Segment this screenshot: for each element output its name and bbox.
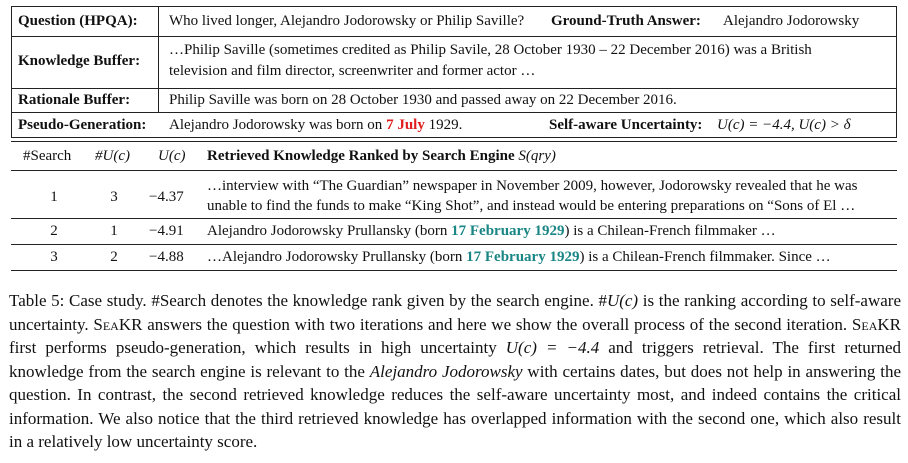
row1-u: −4.37 xyxy=(149,189,184,205)
caption-part: first performs pseudo-generation, which results in high uncertainty xyxy=(9,338,506,357)
column-separator xyxy=(158,6,159,112)
row3-date-highlight: 17 February 1929 xyxy=(466,249,580,265)
caption-emphasis: Alejandro Jodorowsky xyxy=(369,361,523,381)
caption-part: and triggers retrieval. The first returned knowledge from the search engine is relevant to the xyxy=(9,338,901,381)
row2-search: 2 xyxy=(50,223,58,239)
header-rank-u: #U(c) xyxy=(95,148,130,164)
row1-rank: 3 xyxy=(110,189,118,205)
pseudo-generation-label: Pseudo-Generation: xyxy=(18,117,147,133)
knowledge-buffer-label: Knowledge Buffer: xyxy=(18,53,141,69)
header-search: #Search xyxy=(23,148,72,164)
knowledge-buffer-line1: …Philip Saville (sometimes credited as Philip Savile, 28 October 1930 – 22 December 2016) was a British xyxy=(169,42,812,58)
self-aware-uncertainty-value: U(c) = −4.4, U(c) > δ xyxy=(717,117,851,133)
caption-part: is the ranking according to self-aware uncertainty. xyxy=(9,291,901,334)
rationale-buffer-label: Rationale Buffer: xyxy=(18,92,131,108)
row-divider xyxy=(11,137,897,138)
row-divider xyxy=(11,112,897,113)
caption-part: answers the question with two iterations and here we show the overall process of the second iteration. xyxy=(142,314,852,334)
ground-truth-label: Ground-Truth Answer: xyxy=(551,13,701,29)
row2-pre: Alejandro Jodorowsky Prullansky (born xyxy=(207,223,452,239)
question-text: Who lived longer, Alejandro Jodorowsky or Philip Saville? xyxy=(169,13,525,29)
double-divider xyxy=(11,141,897,142)
header-u: U(c) xyxy=(158,148,186,164)
row1-search: 1 xyxy=(50,189,58,205)
row-divider xyxy=(11,218,897,219)
caption-part: Table 5: Case study. #Search denotes the knowledge rank given by the search engine. # xyxy=(9,291,607,310)
rationale-buffer-text: Philip Saville was born on 28 October 1930 and passed away on 22 December 2016. xyxy=(169,92,677,108)
table-caption xyxy=(9,289,901,454)
header-retrieved-label: Retrieved Knowledge Ranked by Search Engine xyxy=(207,148,519,164)
row3-post: ) is a Chilean-French filmmaker. Since … xyxy=(579,249,831,265)
wrong-date-highlight: 7 July xyxy=(386,117,425,133)
ground-truth-answer: Alejandro Jodorowsky xyxy=(723,13,860,29)
caption-part: with certains dates, but does not help in answering the question. In contrast, the second retrieved knowledge reduces the self-aware uncertainty most, and indeed contains the critical information. We also notice that the third retrieved knowledge has overlapped information with the second one, which also result in a relatively low uncertainty score. xyxy=(9,361,901,451)
caption-method-name: SeaKR xyxy=(93,314,143,334)
row2-date-highlight: 17 February 1929 xyxy=(451,223,565,239)
caption-math: U(c) xyxy=(606,291,639,310)
pseudo-generation-pre: Alejandro Jodorowsky was born on xyxy=(169,117,387,133)
row3-search: 3 xyxy=(50,249,58,265)
right-border xyxy=(896,6,897,137)
row3-u: −4.88 xyxy=(149,249,184,265)
pseudo-generation-post: 1929. xyxy=(424,117,463,133)
knowledge-buffer-line2: television and film director, screenwriter and former actor … xyxy=(169,63,536,79)
bottom-rule xyxy=(11,270,897,271)
row3-pre: …Alejandro Jodorowsky Prullansky (born xyxy=(207,249,467,265)
row2-text xyxy=(207,222,776,241)
row3-rank: 2 xyxy=(110,249,118,265)
header-retrieved xyxy=(207,147,556,166)
row-divider xyxy=(11,36,897,37)
row2-post: ) is a Chilean-French filmmaker … xyxy=(564,223,776,239)
header-retrieved-math: S(qry) xyxy=(518,148,556,164)
row1-line2: unable to find the funds to make “King Shot”, and instead would be entering preparations on “Sons of El … xyxy=(207,198,856,214)
row3-text xyxy=(207,248,831,267)
row-divider xyxy=(11,88,897,89)
row-divider xyxy=(11,244,897,245)
row1-line1: …interview with “The Guardian” newspaper in November 2009, however, Jodorowsky revealed that he was xyxy=(207,178,858,194)
caption-method-name: SeaKR xyxy=(851,314,901,334)
top-rule xyxy=(11,6,897,7)
row2-u: −4.91 xyxy=(149,223,184,239)
left-border xyxy=(11,6,12,137)
header-divider xyxy=(11,170,897,171)
row2-rank: 1 xyxy=(110,223,118,239)
question-label: Question (HPQA): xyxy=(18,13,138,29)
caption-math: U(c) = −4.4 xyxy=(505,338,600,357)
pseudo-generation-text xyxy=(169,116,462,135)
self-aware-uncertainty-label: Self-aware Uncertainty: xyxy=(549,117,703,133)
